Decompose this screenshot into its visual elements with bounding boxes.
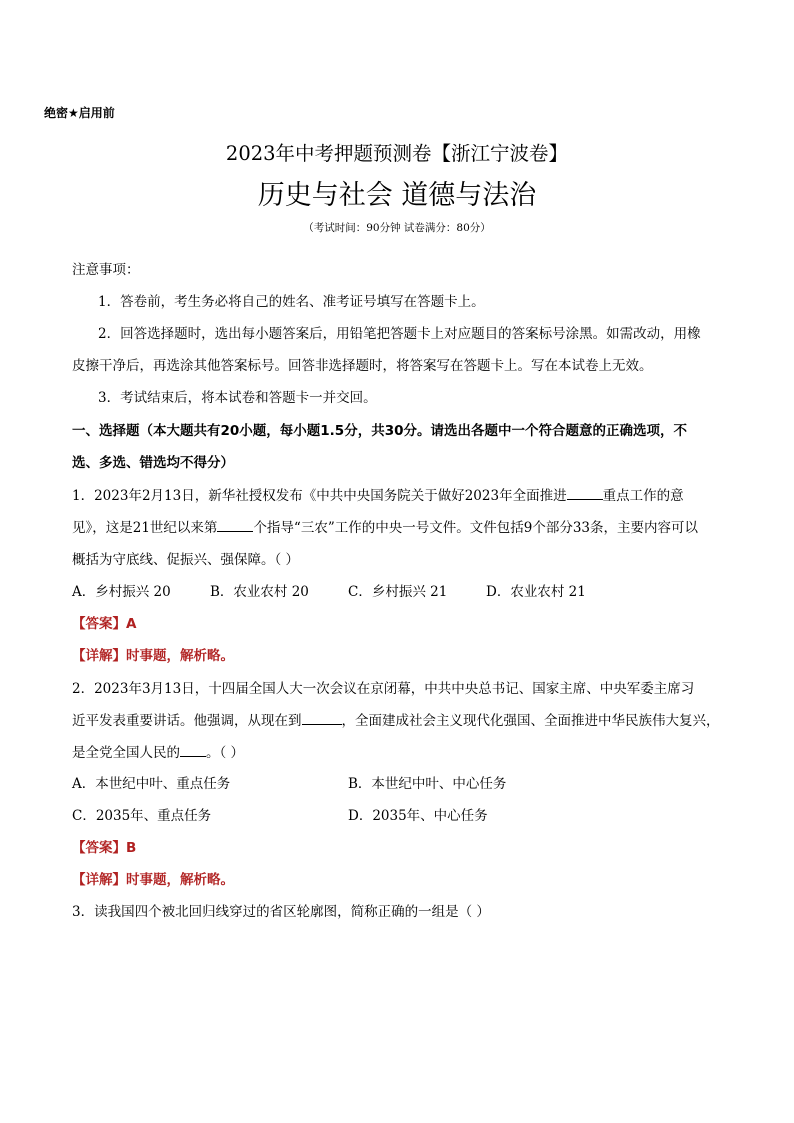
- q1-option-d: D．农业农村 21: [486, 584, 586, 600]
- q2-explanation: 【详解】时事题，解析略。: [72, 872, 234, 888]
- q1-text-b: 重点工作的意: [602, 488, 684, 504]
- fill-blank: [217, 519, 253, 532]
- section-heading: 一、选择题（本大题共有20小题，每小题1.5分，共30分。请选出各题中一个符合题意的正确选项，不: [72, 423, 687, 439]
- q1-option-b: B．农业农村 20: [210, 584, 309, 600]
- question-2-options-row-1: [72, 772, 506, 792]
- q2-option-a: A．本世纪中叶、重点任务: [72, 776, 231, 792]
- question-2-line-1: 2．2023年3月13日，十四届全国人大一次会议在京闭幕，中共中央总书记、国家主席、中央军委主席习: [72, 681, 695, 697]
- note-item-1: 1．答卷前，考生务必将自己的姓名、准考证号填写在答题卡上。: [98, 294, 485, 310]
- section-heading-cont: 选、多选、错选均不得分）: [72, 455, 234, 471]
- exam-subject: 历史与社会 道德与法治: [257, 180, 537, 211]
- question-2-line-2: [72, 709, 720, 729]
- q2-text-d: 。（ ）: [206, 745, 245, 761]
- question-3-line-1: 3．读我国四个被北回归线穿过的省区轮廓图，简称正确的一组是（ ）: [72, 904, 490, 920]
- q1-option-c: C．乡村振兴 21: [348, 584, 448, 600]
- question-1-line-2: [72, 516, 698, 536]
- q2-text-b: ，全面建成社会主义现代化强国、全面推进中华民族伟大复兴，: [341, 713, 720, 729]
- q2-option-d: D．2035年、中心任务: [348, 808, 488, 824]
- q1-text-d: 个指导“三农”工作的中央一号文件。文件包括9个部分33条，主要内容可以: [253, 520, 699, 536]
- question-1-options: [72, 580, 586, 600]
- exam-title: 2023年中考押题预测卷【浙江宁波卷】: [225, 142, 569, 165]
- note-item-2: 2．回答选择题时，选出每小题答案后，用铅笔把答题卡上对应题目的答案标号涂黑。如需改动，用橡: [98, 326, 701, 342]
- q1-answer: 【答案】A: [72, 616, 137, 632]
- q2-option-b: B．本世纪中叶、中心任务: [348, 776, 507, 792]
- question-1-line-1: [72, 484, 684, 504]
- note-item-3: 3．考试结束后，将本试卷和答题卡一并交回。: [98, 390, 377, 406]
- q2-text-a: 近平发表重要讲话。他强调，从现在到: [72, 713, 302, 729]
- q2-text-c: 是全党全国人民的: [72, 745, 180, 761]
- question-2-line-3: [72, 741, 244, 761]
- fill-blank: [567, 487, 603, 500]
- q1-text-a: 1．2023年2月13日，新华社授权发布《中共中央国务院关于做好2023年全面推进: [72, 488, 567, 504]
- q1-option-a: A．乡村振兴 20: [72, 584, 171, 600]
- notes-heading: 注意事项：: [72, 262, 140, 278]
- q2-answer: 【答案】B: [72, 840, 137, 856]
- fill-blank: [302, 712, 342, 725]
- q2-option-c: C．2035年、重点任务: [72, 808, 212, 824]
- confidential-label: 绝密★启用前: [44, 106, 115, 120]
- exam-info: （考试时间：90分钟 试卷满分：80分）: [303, 222, 491, 234]
- question-1-line-3: 概括为守底线、促振兴、强保障。（ ）: [72, 552, 300, 568]
- q1-explanation: 【详解】时事题，解析略。: [72, 648, 234, 664]
- note-item-2-cont: 皮擦干净后，再选涂其他答案标号。回答非选择题时，将答案写在答题卡上。写在本试卷上无效。: [72, 358, 653, 374]
- q1-text-c: 见》，这是21世纪以来第: [72, 520, 218, 536]
- fill-blank: [180, 744, 206, 757]
- question-2-options-row-2: [72, 804, 488, 824]
